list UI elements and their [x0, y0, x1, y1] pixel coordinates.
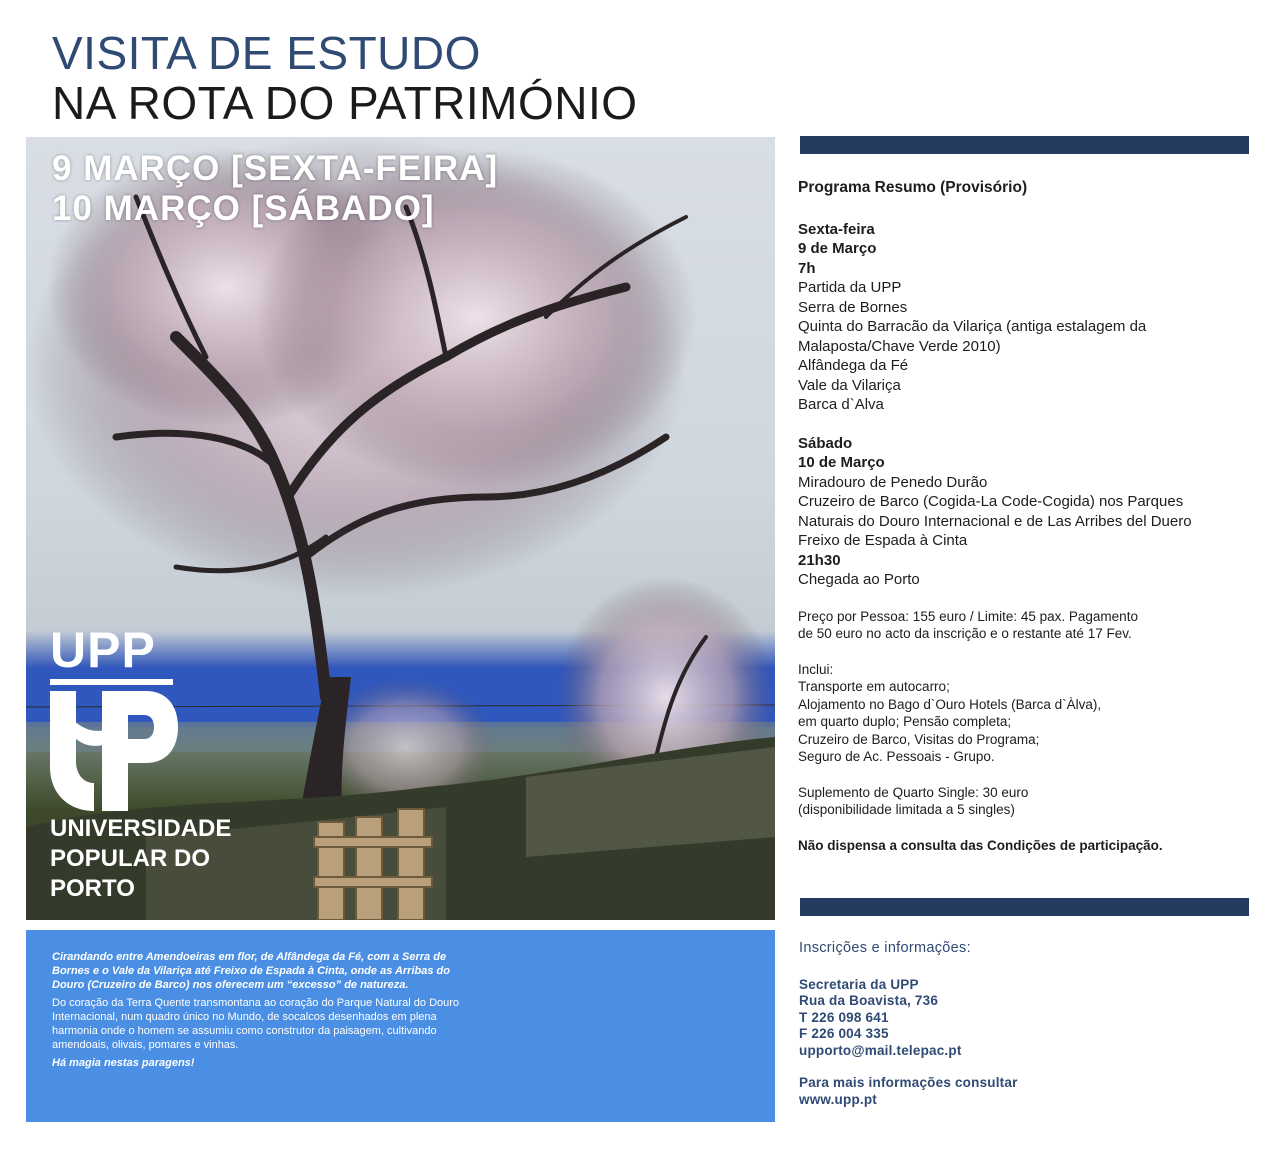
logo-divider [50, 679, 173, 685]
logo-name-line-1: UNIVERSIDADE [50, 815, 232, 842]
day1-weekday: Sexta-feira [798, 220, 875, 238]
date-saturday: 10 MARÇO [SÁBADO] [52, 189, 435, 228]
supplement-line: Suplemento de Quarto Single: 30 euro [798, 784, 1029, 800]
day1-stop: Quinta do Barracão da Vilariça (antiga estalagem da [798, 318, 1147, 335]
contact-email-link[interactable]: upporto@mail.telepac.pt [799, 1042, 962, 1058]
contact-lead: Inscrições e informações: [799, 940, 971, 956]
divider-bar-top [800, 136, 1249, 154]
intro-closing: Há magia nestas paragens! [52, 1057, 195, 1069]
intro-body: Do coração da Terra Quente transmontana ao coração do Parque Natural do Douro Internacional, num quadro único no Mundo, de socalcos desenhados em plena harmonia onde o homem se assumiu como construtor da paisagem, cultivando amendoais, olivais, pomares e vinhas. [52, 997, 460, 1051]
day2-arrival: Chegada ao Porto [798, 571, 920, 588]
day2-stop: Cruzeiro de Barco (Cogida-La Code-Cogida) nos Parques [798, 493, 1184, 510]
title-line-2: NA ROTA DO PATRIMÓNIO [52, 77, 638, 129]
intro-lead: Cirandando entre Amendoeiras em flor, de Alfândega da Fé, com a Serra de Bornes e o Vale da Vilariça até Freixo de Espada à Cinta, onde as Arribas do Douro (Cruzeiro de Barco) nos oferecem um “excesso” de natureza. [52, 951, 450, 991]
contact-office: Secretaria da UPP [799, 976, 919, 992]
contact-phone[interactable]: T 226 098 641 [799, 1009, 889, 1025]
day2-time: 21h30 [798, 551, 841, 569]
includes-item: Cruzeiro de Barco, Visitas do Programa; [798, 731, 1040, 747]
intro-panel [26, 930, 775, 1122]
includes-item: Seguro de Ac. Pessoais - Grupo. [798, 749, 995, 764]
divider-bar-bottom [800, 898, 1249, 916]
contact-address: Rua da Boavista, 736 [799, 993, 939, 1008]
logo-name-line-2: POPULAR DO [50, 845, 211, 872]
more-info-label: Para mais informações consultar [799, 1075, 1018, 1090]
day1-date: 9 de Março [798, 240, 877, 257]
upp-emblem-icon [50, 691, 178, 811]
day1-stop: Barca d`Alva [798, 396, 884, 413]
almond-tree-photo [26, 137, 775, 920]
includes-item: Alojamento no Bago d`Ouro Hotels (Barca d`Àlva), [798, 696, 1102, 712]
includes-label: Inclui: [798, 661, 834, 677]
day1-stop: Partida da UPP [798, 279, 902, 296]
supplement-line: (disponibilidade limitada a 5 singles) [798, 802, 1015, 817]
day2-stop: Naturais do Douro Internacional e de Las Arribes del Duero [798, 512, 1192, 530]
date-friday: 9 MARÇO [SEXTA-FEIRA] [52, 149, 499, 188]
includes-item: Transporte em autocarro; [798, 679, 950, 694]
day2-date: 10 de Março [798, 454, 885, 471]
day2-weekday: Sábado [798, 434, 853, 452]
program-summary [798, 178, 1248, 854]
logo-acronym: UPP [50, 622, 156, 678]
day1-stop: Vale da Vilariça [798, 376, 901, 394]
day1-stop: Serra de Bornes [798, 298, 908, 316]
program-heading: Programa Resumo (Provisório) [798, 179, 1028, 196]
participation-notice: Não dispensa a consulta das Condições de participação. [798, 837, 1163, 853]
day1-stop: Alfândega da Fé [798, 357, 909, 374]
logo-name-line-3: PORTO [50, 875, 135, 902]
includes-item: em quarto duplo; Pensão completa; [798, 714, 1012, 729]
contact-fax: F 226 004 335 [799, 1026, 889, 1041]
title-line-1: VISITA DE ESTUDO [52, 27, 481, 79]
upp-logo [50, 622, 300, 902]
day2-stop: Freixo de Espada à Cinta [798, 532, 968, 549]
day1-time: 7h [798, 259, 816, 277]
price-line: Preço por Pessoa: 155 euro / Limite: 45 pax. Pagamento [798, 608, 1138, 624]
website-link[interactable]: www.upp.pt [799, 1091, 877, 1107]
price-line: de 50 euro no acto da inscrição e o restante até 17 Fev. [798, 626, 1132, 641]
day2-stop: Miradouro de Penedo Durão [798, 473, 988, 491]
event-dates [52, 149, 498, 229]
day1-stop: Malaposta/Chave Verde 2010) [798, 337, 1001, 355]
contact-block [799, 940, 1249, 1108]
